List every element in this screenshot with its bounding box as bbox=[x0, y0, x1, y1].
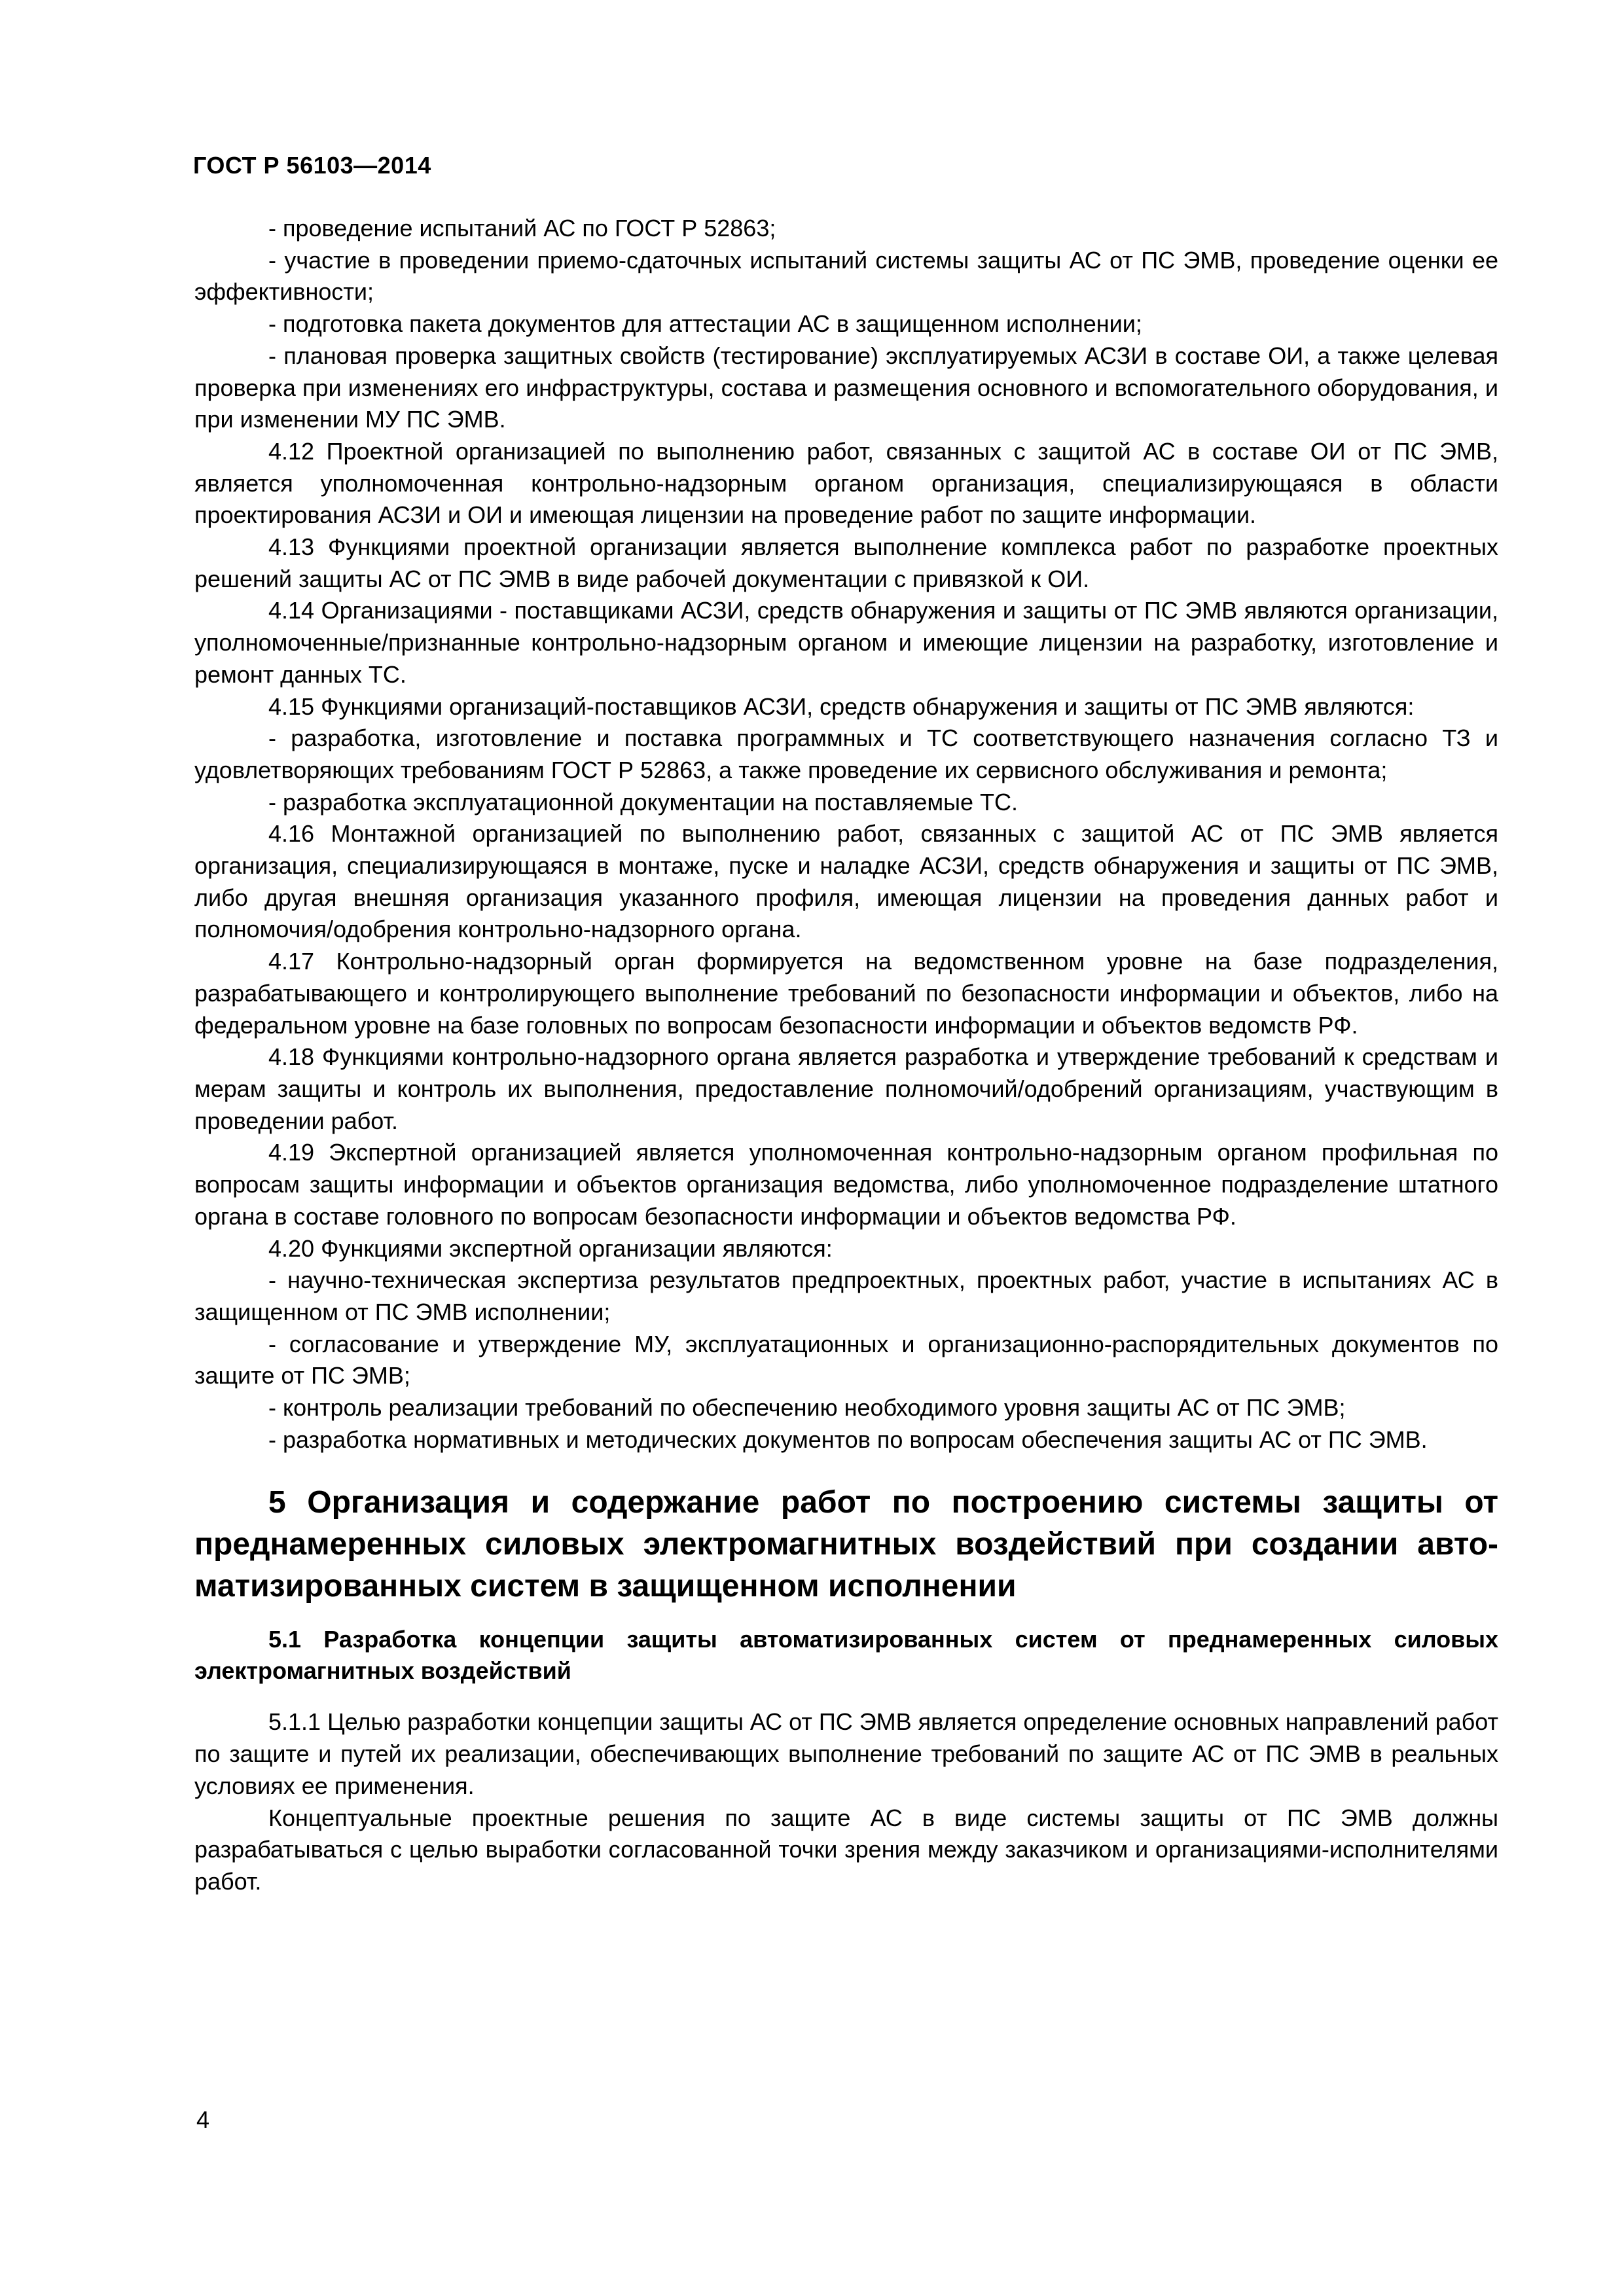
paragraph: 4.15 Функциями организаций-поставщиков АСЗИ, средств обнаружения и защиты от ПС ЭМВ являются: bbox=[268, 692, 1415, 720]
paragraph: 4.17 Контрольно-надзорный орган формируется на ведомственном уровне на базе подразделения, разрабатывающего и контролирующего выполнение требований по безопасности информации и объектов, либо на федеральном уровне на базе головных по вопросам безопасности информации и объектов ведомств РФ. bbox=[194, 948, 1498, 1039]
paragraph: 4.18 Функциями контрольно-надзорного органа является разработка и утверждение требований к средствам и мерам защиты и контроль их выполнения, предоставление полномочий/одобрений организациям, участвующим в проведении работ. bbox=[194, 1043, 1498, 1134]
paragraph: 4.20 Функциями экспертной организации являются: bbox=[268, 1234, 833, 1262]
paragraph: - участие в проведении приемо-сдаточных испытаний системы защиты АС от ПС ЭМВ, проведение оценки ее эффективности; bbox=[194, 246, 1498, 306]
subsection-heading: 5.1 Разработка концепции защиты автоматизированных систем от преднамеренных силовых электромагнитных воздействий bbox=[194, 1626, 1498, 1685]
section-heading: 5 Организация и содержание работ по построению системы защиты от преднамеренных силовых электромагнитных воздействий при создании автоматизированных систем в защищенном исполнении bbox=[194, 1485, 1498, 1604]
paragraph: 5.1.1 Целью разработки концепции защиты АС от ПС ЭМВ является определение основных направлений работ по защите и путей их реализации, обеспечивающих выполнение требований по защите АС от ПС ЭМВ в реальных условиях ее применения. bbox=[194, 1708, 1499, 1799]
paragraph: - плановая проверка защитных свойств (тестирование) эксплуатируемых АСЗИ в составе ОИ, а также целевая проверка при изменениях его инфраструктуры, состава и размещения основного и вспомогательного оборудования, и при изменении МУ ПС ЭМВ. bbox=[194, 342, 1498, 433]
paragraph: - разработка нормативных и методических документов по вопросам обеспечения защиты АС от ПС ЭМВ. bbox=[268, 1426, 1428, 1453]
paragraph: - разработка эксплуатационной документации на поставляемые ТС. bbox=[268, 788, 1019, 816]
paragraph: 4.19 Экспертной организацией является уполномоченная контрольно-надзорным органом профильная по вопросам защиты информации и объектов организация ведомства, либо уполномоченное подразделение штатного органа в составе головного по вопросам безопасности информации и объектов ведомства РФ. bbox=[194, 1139, 1498, 1230]
paragraph: - контроль реализации требований по обеспечению необходимого уровня защиты АС от ПС ЭМВ; bbox=[268, 1394, 1346, 1422]
paragraph: 4.12 Проектной организацией по выполнению работ, связанных с защитой АС в составе ОИ от ПС ЭМВ, является уполномоченная контрольно-надзорным органом организация, специализирующаяся в области проектирования АСЗИ и ОИ и имеющая лицензии на проведение работ по защите информации. bbox=[194, 437, 1498, 529]
paragraph: 4.16 Монтажной организацией по выполнению работ, связанных с защитой АС от ПС ЭМВ является организация, специализирующаяся в монтаже, пуске и наладке АСЗИ, средств обнаружения и защиты от ПС ЭМВ, либо другая внешняя организация указанного профиля, имеющая лицензии на проведения данных работ и полномочия/одобрения контрольно-надзорного органа. bbox=[194, 820, 1498, 943]
paragraph: - согласование и утверждение МУ, эксплуатационных и организационно-распорядительных документов по защите от ПС ЭМВ; bbox=[194, 1330, 1498, 1390]
paragraph: - проведение испытаний АС по ГОСТ Р 52863; bbox=[268, 215, 776, 242]
paragraph: - разработка, изготовление и поставка программных и ТС соответствующего назначения согласно ТЗ и удовлетворяющих требованиям ГОСТ Р 52863, а также проведение их сервисного обслуживания и ремонта; bbox=[194, 725, 1498, 783]
paragraph: 4.14 Организациями - поставщиками АСЗИ, средств обнаружения и защиты от ПС ЭМВ являются организации, уполномоченные/признанные контрольно-надзорным органом и имеющие лицензии на разработку, изготовление и ремонт данных ТС. bbox=[194, 597, 1498, 688]
paragraph: - подготовка пакета документов для аттестации АС в защищенном исполнении; bbox=[268, 310, 1142, 338]
page-content bbox=[194, 213, 1498, 1898]
paragraph: - научно-техническая экспертиза результатов предпроектных, проектных работ, участие в испытаниях АС в защищенном от ПС ЭМВ исполнении; bbox=[194, 1266, 1498, 1325]
standard-header: ГОСТ Р 56103—2014 bbox=[193, 152, 431, 179]
paragraph: 4.13 Функциями проектной организации является выполнение комплекса работ по разработке проектных решений защиты АС от ПС ЭМВ в виде рабочей документации с привязкой к ОИ. bbox=[194, 533, 1498, 592]
paragraph: Концептуальные проектные решения по защите АС в виде системы защиты от ПС ЭМВ должны разрабатываться с целью выработки согласованной точки зрения между заказчиком и организациями-исполнителями работ. bbox=[194, 1804, 1498, 1895]
page-number: 4 bbox=[196, 2106, 210, 2133]
